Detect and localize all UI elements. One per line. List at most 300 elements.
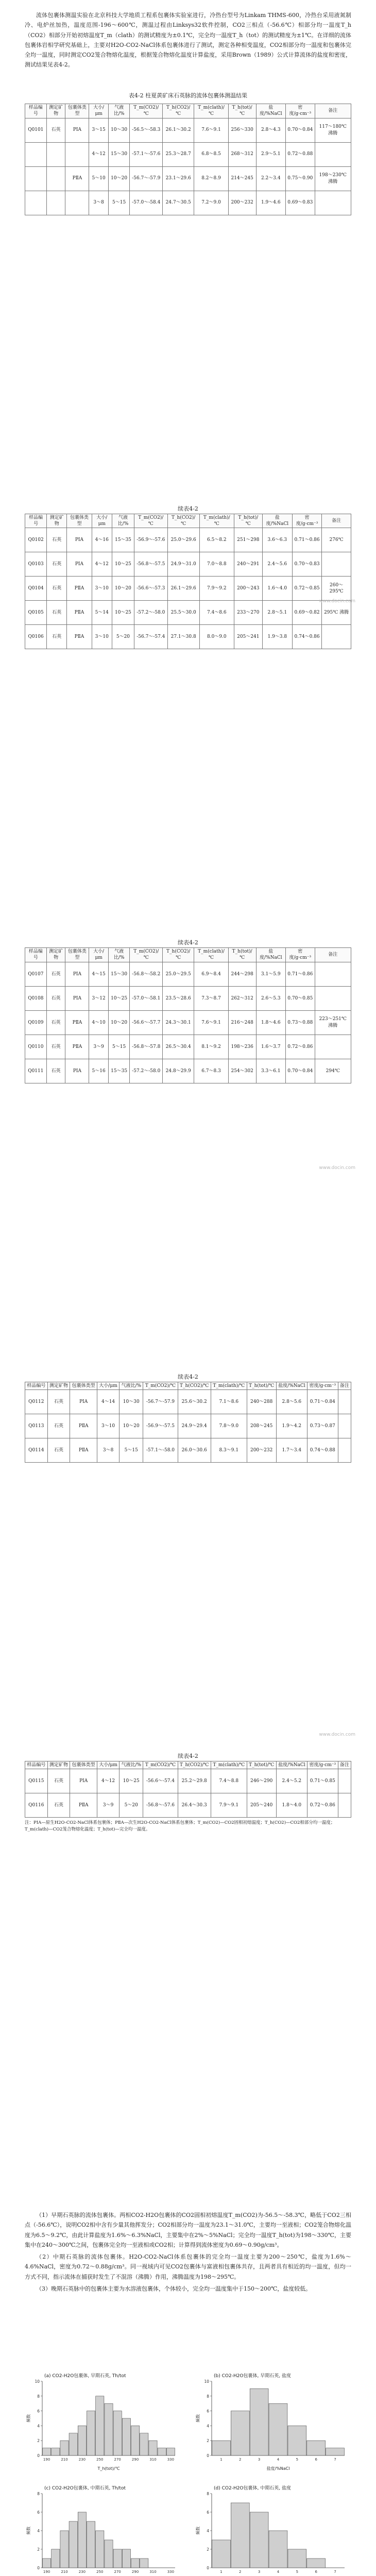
table-cell xyxy=(25,142,47,166)
histogram-bar xyxy=(140,2433,148,2455)
table-cell: 24.8～29.9 xyxy=(163,1059,194,1083)
y-tick-label: 4 xyxy=(207,2424,209,2429)
table-cell: 2.4～5.6 xyxy=(262,552,292,577)
table-cell: 石英 xyxy=(47,1769,70,1793)
table-row xyxy=(25,1438,351,1462)
table-cell: 0.75～0.90 xyxy=(286,166,315,191)
x-tick-label: 330 xyxy=(167,2570,175,2574)
table-cell: 268～312 xyxy=(228,142,256,166)
histogram-bar xyxy=(43,2448,51,2455)
table-cell xyxy=(338,1769,351,1793)
table-cell: PⅠA xyxy=(67,552,92,577)
table-cell: PⅡA xyxy=(65,1010,89,1035)
x-tick-label: 210 xyxy=(61,2458,68,2462)
table-header-cell: 大小/μm xyxy=(97,1382,119,1389)
table-header-cell: T_h(tot)/℃ xyxy=(234,514,263,528)
chart-title: (a) CO2-H2O包裹体, 早期石英, Th/tot xyxy=(44,2374,126,2379)
table-cell: Q0103 xyxy=(25,552,47,577)
table-cell: Q0104 xyxy=(25,577,47,601)
x-tick-label: 4 xyxy=(277,2570,280,2574)
table-cell: 7.2～9.0 xyxy=(194,191,229,215)
table-cell: 26.0～30.6 xyxy=(178,1438,211,1462)
table-header-cell: 样品编号 xyxy=(25,514,47,528)
table-cell: 1.9～3.8 xyxy=(262,625,292,649)
table-cell: 25.0～29.5 xyxy=(163,962,194,986)
table-row xyxy=(25,166,351,191)
table-header-cell: 包裹体类型 xyxy=(70,1761,97,1769)
histogram-bar xyxy=(149,2441,157,2455)
x-tick-label: 1 xyxy=(220,2458,223,2462)
table-header-cell: 备注 xyxy=(338,1382,351,1389)
table-cell: 15～30 xyxy=(108,962,129,986)
histogram-bar xyxy=(60,2441,69,2455)
table-header-cell: T_h(CO2)/℃ xyxy=(163,104,194,118)
table-header-cell: 备注 xyxy=(315,948,351,962)
table-cell: 石英 xyxy=(47,1793,70,1818)
table-cell: 216～248 xyxy=(228,1010,256,1035)
y-tick-label: 6 xyxy=(207,2409,209,2414)
inclusion-table xyxy=(25,104,351,215)
histogram-bar xyxy=(158,2448,166,2455)
table-cell: 0.71～0.86 xyxy=(292,528,321,552)
table-cell: PⅠA xyxy=(65,986,89,1010)
table-cell: 240～288 xyxy=(247,1389,276,1414)
table-cell: 7.1～8.6 xyxy=(211,1389,247,1414)
table-cell: 10～30 xyxy=(108,118,129,142)
table-cell: 2.8～5.6 xyxy=(276,1389,307,1414)
histogram-bar xyxy=(105,2540,113,2568)
histogram-bar xyxy=(288,2549,306,2568)
table-cell xyxy=(315,142,351,166)
table-cell: 3～15 xyxy=(89,118,109,142)
table-cell: 5～14 xyxy=(92,601,112,625)
table-row xyxy=(25,1769,351,1793)
table-cell xyxy=(46,166,65,191)
table-cell: 0.72～0.86 xyxy=(286,1035,315,1059)
table-cell xyxy=(65,142,89,166)
table-header-cell: T_h(tot)/℃ xyxy=(247,1761,276,1769)
table-note: 注：PⅠA—原生H2O-CO2-NaCl体系包裹体；PⅡA—次生H2O-CO2-NaCl体系包裹体；T_m(CO2)—CO2固相初熔温度；T_h(CO2)—CO2相部分均一温度；T_m(clath)—CO2笼合物熔化温度；T_h(tot)—完全均一温度。 xyxy=(25,1820,335,1832)
table-cell: 石英 xyxy=(47,1414,70,1438)
x-tick-label: 3 xyxy=(258,2570,261,2574)
table-cell: 23.5～28.6 xyxy=(163,986,194,1010)
table-cell: 3～8 xyxy=(89,191,109,215)
table-cell: 7.0～8.8 xyxy=(199,552,234,577)
histogram-bar xyxy=(52,2448,60,2455)
table-header-cell: 测定矿物 xyxy=(47,1761,70,1769)
table-cell: -56.8～-57.5 xyxy=(134,552,167,577)
table-cell: 石英 xyxy=(46,1059,65,1083)
table-cell: 214～245 xyxy=(228,166,256,191)
table-cell: 0.70～0.84 xyxy=(286,1059,315,1083)
table-row xyxy=(25,962,351,986)
table-cell: 254～302 xyxy=(228,1059,256,1083)
x-tick-label: 290 xyxy=(131,2570,139,2574)
table-cell: 石英 xyxy=(46,1035,65,1059)
table-cell: 233～270 xyxy=(234,601,263,625)
watermark: www.docin.com xyxy=(319,599,355,604)
table-cell: Q0112 xyxy=(25,1389,48,1414)
histogram-grid xyxy=(25,2370,351,2576)
table-cell: -56.9～-57.6 xyxy=(134,528,167,552)
table-cell: -56.7～-57.9 xyxy=(143,1389,178,1414)
table-header-cell: 密度/g·cm⁻³ xyxy=(307,1761,338,1769)
table-cell: 6.9～8.4 xyxy=(194,962,229,986)
table-cell: 0.69～0.83 xyxy=(286,191,315,215)
table-cell: -57.1～-57.6 xyxy=(130,142,163,166)
table-cell: PⅡA xyxy=(65,166,89,191)
table-cell: 石英 xyxy=(47,1389,70,1414)
table-cell: 15～30 xyxy=(108,142,129,166)
x-tick-label: 310 xyxy=(149,2458,157,2462)
y-tick-label: 8 xyxy=(207,2492,209,2496)
histogram-bar xyxy=(212,2441,231,2455)
table-cell: 27.1～30.8 xyxy=(167,625,199,649)
table-cell: Q0107 xyxy=(25,962,47,986)
table-header-cell: T_m(CO2)/℃ xyxy=(143,1382,178,1389)
histogram-bar xyxy=(105,2403,113,2455)
table-cell: 25.0～29.6 xyxy=(167,528,199,552)
table-header-cell: T_h(CO2)/℃ xyxy=(178,1382,211,1389)
intro-section xyxy=(25,10,351,72)
table-header-cell: T_m(CO2)/℃ xyxy=(130,948,163,962)
table-cell: 石英 xyxy=(47,528,67,552)
y-tick-label: 2 xyxy=(37,2438,40,2444)
table-cell: 10～20 xyxy=(108,166,129,191)
table-cell: 6.5～8.2 xyxy=(199,528,234,552)
table-continuation-title: 续表4-2 xyxy=(178,939,198,946)
x-tick-label: 2 xyxy=(239,2458,242,2462)
table-cell: 石英 xyxy=(47,1438,70,1462)
table-cell: Q0114 xyxy=(25,1438,48,1462)
table-cell: 208～245 xyxy=(247,1414,276,1438)
table-row xyxy=(25,625,351,649)
x-tick-label: 230 xyxy=(78,2458,86,2462)
table-row xyxy=(25,142,351,166)
table-cell: 260～295℃ xyxy=(322,577,351,601)
table-cell: 0.70～0.85 xyxy=(286,986,315,1010)
table-cell xyxy=(46,142,65,166)
table-cell: 10～25 xyxy=(112,552,134,577)
table-cell: 3～9 xyxy=(89,1035,109,1059)
x-axis-label: T_h(tot)/℃ xyxy=(97,2466,120,2471)
histogram-bar xyxy=(60,2531,69,2568)
table-header-cell: T_m(CO2)/℃ xyxy=(134,514,167,528)
histogram-bar xyxy=(52,2549,60,2568)
table-header-cell: 测定矿物 xyxy=(47,514,67,528)
table-cell: 25.3～28.7 xyxy=(163,142,194,166)
table-cell: 198～236 xyxy=(228,1035,256,1059)
table-cell: -56.8～-58.2 xyxy=(130,962,163,986)
table-row xyxy=(25,986,351,1010)
histogram-bar xyxy=(78,2426,86,2455)
table-cell: -57.0～-58.1 xyxy=(130,986,163,1010)
table-header-cell: 样品编号 xyxy=(25,948,47,962)
table-header-cell: 盐度/%NaCl xyxy=(276,1382,307,1389)
x-tick-label: 1 xyxy=(220,2570,223,2574)
x-tick-label: 5 xyxy=(296,2570,299,2574)
table-cell: -56.9～-57.5 xyxy=(143,1414,178,1438)
histogram-bar xyxy=(326,2448,345,2455)
table-cell: 262～312 xyxy=(228,986,256,1010)
table-cell: 5～20 xyxy=(119,1793,143,1818)
table-cell: 5～10 xyxy=(89,166,109,191)
x-tick-label: 250 xyxy=(96,2458,104,2462)
table-cell xyxy=(25,191,47,215)
table-header-cell: 测定矿物 xyxy=(46,948,65,962)
table-cell: 8.2～8.9 xyxy=(194,166,229,191)
table-cell: Q0115 xyxy=(25,1769,48,1793)
table-header-cell: 密度/g·cm⁻³ xyxy=(286,104,315,118)
table-cell: 198～230℃ 沸腾 xyxy=(315,166,351,191)
table-header-cell: 盐度/%NaCl xyxy=(276,1761,307,1769)
histogram-bar xyxy=(87,2521,95,2568)
y-tick-label: 2 xyxy=(37,2547,40,2552)
table-header-cell: 备注 xyxy=(315,104,351,118)
y-tick-label: 0 xyxy=(207,2566,209,2570)
table-header-cell: T_m(CO2)/℃ xyxy=(130,104,163,118)
table-cell: 4～15 xyxy=(89,962,109,986)
histogram-bar xyxy=(122,2549,130,2568)
histogram-chart xyxy=(194,2482,349,2576)
y-axis-label: 频数 xyxy=(196,2527,200,2535)
table-cell: Q0111 xyxy=(25,1059,47,1083)
watermark: www.docin.com xyxy=(319,1165,355,1171)
table-cell: 24.9～29.4 xyxy=(178,1414,211,1438)
table-row xyxy=(25,552,351,577)
x-tick-label: 7 xyxy=(334,2458,336,2462)
table-cell: 0.72～0.88 xyxy=(286,142,315,166)
table-cell: 石英 xyxy=(47,552,67,577)
table-header-cell: 样品编号 xyxy=(25,104,47,118)
table-cell: Q0105 xyxy=(25,601,47,625)
histogram-chart xyxy=(25,2370,179,2473)
histogram-bar xyxy=(113,2549,122,2568)
table-row xyxy=(25,577,351,601)
table-header-cell: 包裹体类型 xyxy=(67,514,92,528)
table-cell xyxy=(315,986,351,1010)
histogram-bar xyxy=(122,2418,130,2455)
table-cell xyxy=(46,191,65,215)
table-header-cell: 测定矿物 xyxy=(47,1382,70,1389)
table-segment xyxy=(25,1751,351,1818)
x-tick-label: 7 xyxy=(334,2570,336,2574)
histogram-bar xyxy=(307,2558,326,2568)
table-cell: 0.72～0.85 xyxy=(292,577,321,601)
table-cell: 8.3～9.1 xyxy=(211,1438,247,1462)
y-tick-label: 6 xyxy=(37,2409,40,2414)
table-cell: 7.3～8.7 xyxy=(194,986,229,1010)
table-cell: -56.7～-57.4 xyxy=(134,625,167,649)
histogram-chart xyxy=(194,2370,349,2473)
table-title: 表4-2 柱夏黄矿床石英脉的流体包裹体测温结果 xyxy=(128,92,248,99)
table-section xyxy=(25,91,351,1835)
table-header-cell: T_h(CO2)/℃ xyxy=(167,514,199,528)
table-cell: 117～180℃ 沸腾 xyxy=(315,118,351,142)
table-cell: 0.73～0.87 xyxy=(307,1414,338,1438)
table-header-cell: 盐度/%NaCl xyxy=(262,514,292,528)
table-cell: 24.7～30.5 xyxy=(163,191,194,215)
table-header-cell: 气液比/% xyxy=(108,948,129,962)
table-cell: 2.2～3.4 xyxy=(256,166,286,191)
table-cell: Q0109 xyxy=(25,1010,47,1035)
table-cell: 25.6～30.2 xyxy=(178,1389,211,1414)
table-cell: Q0113 xyxy=(25,1414,48,1438)
table-segment xyxy=(25,938,351,1083)
histogram-bar xyxy=(140,2558,148,2568)
histogram-bar xyxy=(69,2521,77,2568)
table-cell: 24.3～30.1 xyxy=(163,1010,194,1035)
y-tick-label: 6 xyxy=(37,2510,40,2515)
table-segment xyxy=(25,104,351,215)
table-cell: 205～240 xyxy=(247,1793,276,1818)
table-header-cell: 气液比/% xyxy=(112,514,134,528)
inclusion-table xyxy=(25,947,351,1083)
table-cell: PⅠA xyxy=(65,962,89,986)
table-cell: -56.8～-57.6 xyxy=(143,1793,178,1818)
table-cell: PⅠA xyxy=(65,118,89,142)
table-cell: 5～16 xyxy=(89,1059,109,1083)
table-cell: 石英 xyxy=(46,962,65,986)
table-cell: PⅠA xyxy=(67,528,92,552)
table-cell: 8.1～9.2 xyxy=(194,1035,229,1059)
table-row xyxy=(25,601,351,625)
table-cell: 24.9～31.0 xyxy=(167,552,199,577)
table-cell: 7.6～9.1 xyxy=(194,1010,229,1035)
table-row xyxy=(25,191,351,215)
table-cell: 5～15 xyxy=(119,1438,143,1462)
histogram-bar xyxy=(231,2411,249,2455)
x-tick-label: 310 xyxy=(149,2570,157,2574)
table-cell: Q0116 xyxy=(25,1793,48,1818)
table-cell: 0.74～0.88 xyxy=(307,1438,338,1462)
table-cell: 2.8～4.3 xyxy=(256,118,286,142)
table-header-cell: 包裹体类型 xyxy=(70,1382,97,1389)
table-cell: 3～12 xyxy=(89,986,109,1010)
table-cell xyxy=(315,191,351,215)
table-cell: -56.5～-58.3 xyxy=(130,118,163,142)
table-cell: Q0106 xyxy=(25,625,47,649)
table-cell xyxy=(338,1438,351,1462)
x-tick-label: 210 xyxy=(61,2570,68,2574)
x-tick-label: 2 xyxy=(239,2570,242,2574)
y-tick-label: 8 xyxy=(207,2394,209,2399)
histogram-bar xyxy=(87,2411,95,2455)
table-cell xyxy=(315,962,351,986)
table-cell: 7.9～9.1 xyxy=(211,1793,247,1818)
y-tick-label: 10 xyxy=(35,2379,40,2384)
table-cell: 3.6～6.3 xyxy=(262,528,292,552)
table-cell: 4～12 xyxy=(97,1769,119,1793)
table-cell: 10～25 xyxy=(108,986,129,1010)
table-cell: 1.9～4.6 xyxy=(256,191,286,215)
table-cell: 256～330 xyxy=(228,118,256,142)
chart-title: (b) CO2-H2O包裹体, 早期石英, 盐度 xyxy=(214,2374,291,2379)
table-cell: 3～10 xyxy=(92,625,112,649)
table-cell: -57.0～-58.4 xyxy=(130,191,163,215)
table-cell: 0.71～0.86 xyxy=(286,962,315,986)
histogram-bar xyxy=(250,2512,268,2568)
histogram-bar xyxy=(131,2558,140,2568)
y-tick-label: 4 xyxy=(37,2529,40,2533)
table-cell: 26.4～30.3 xyxy=(178,1793,211,1818)
table-header-cell: T_h(tot)/℃ xyxy=(228,948,256,962)
table-cell: 3～10 xyxy=(92,577,112,601)
table-cell: PⅡA xyxy=(65,1035,89,1059)
table-cell: 1.6～3.7 xyxy=(256,1035,286,1059)
table-segment xyxy=(25,504,351,650)
table-header-cell: 气液比/% xyxy=(108,104,129,118)
table-cell: PⅡA xyxy=(67,601,92,625)
table-cell: 15～35 xyxy=(108,1059,129,1083)
table-cell: 26.1～29.6 xyxy=(167,577,199,601)
table-cell: 1.7～3.4 xyxy=(276,1438,307,1462)
table-cell: 1.8～4.0 xyxy=(276,1793,307,1818)
x-tick-label: 230 xyxy=(78,2570,86,2574)
table-cell: 205～241 xyxy=(234,625,263,649)
x-tick-label: 330 xyxy=(167,2458,175,2462)
histogram-bar xyxy=(96,2396,104,2455)
table-cell: 294℃ xyxy=(315,1059,351,1083)
table-cell: 1.6～4.0 xyxy=(262,577,292,601)
table-continuation-title: 续表4-2 xyxy=(178,1752,198,1759)
y-tick-label: 0 xyxy=(37,2453,40,2458)
results-section xyxy=(25,2210,351,2296)
table-row xyxy=(25,1389,351,1414)
table-cell: 0.74～0.86 xyxy=(292,625,321,649)
table-cell: -57.2～-58.0 xyxy=(130,1059,163,1083)
table-cell: 251～298 xyxy=(234,528,263,552)
table-cell: 3.1～5.9 xyxy=(256,962,286,986)
table-header-cell: T_m(clath)/℃ xyxy=(194,104,229,118)
table-cell: 0.72～0.86 xyxy=(307,1793,338,1818)
y-tick-label: 4 xyxy=(37,2424,40,2429)
table-cell: 石英 xyxy=(47,625,67,649)
x-tick-label: 290 xyxy=(131,2458,139,2462)
table-cell: PⅠA xyxy=(70,1389,97,1414)
table-header-cell: T_m(clath)/℃ xyxy=(211,1382,247,1389)
table-header-cell: T_m(clath)/℃ xyxy=(211,1761,247,1769)
x-tick-label: 5 xyxy=(296,2458,299,2462)
table-cell: 3.3～6.1 xyxy=(256,1059,286,1083)
table-row xyxy=(25,1793,351,1818)
table-cell: 6.7～8.3 xyxy=(194,1059,229,1083)
table-header-cell: 盐度/%NaCl xyxy=(256,948,286,962)
table-segment xyxy=(25,1372,351,1463)
table-header-cell: T_h(tot)/℃ xyxy=(228,104,256,118)
table-header-cell: 气液比/% xyxy=(119,1761,143,1769)
table-header-cell: T_h(CO2)/℃ xyxy=(163,948,194,962)
watermark: www.docin.com xyxy=(319,1732,355,1737)
table-cell: 3～8 xyxy=(97,1438,119,1462)
table-cell: 2.6～5.3 xyxy=(256,986,286,1010)
x-tick-label: 250 xyxy=(96,2570,104,2574)
table-header-cell: 大小/μm xyxy=(92,514,112,528)
result-paragraph-2: （2）中期石英脉的流体包裹体。H2O-CO2-NaCl体系包裹体的完全均一温度主要为200～250℃，盐度为1.6%～4.6%NaCl，密度为0.72～0.88g/cm³。同一视域内可见CO2包裹体与富液相包裹体共存，且两者具有相近的均一温度，但均一方式不同，指示流体在捕获时发生了不混溶（沸腾）作用，沸腾温度为198～295℃。 xyxy=(25,2253,351,2280)
y-tick-label: 2 xyxy=(207,2438,209,2444)
table-cell: PⅡA xyxy=(67,577,92,601)
table-cell xyxy=(25,166,47,191)
histogram-bar xyxy=(231,2503,249,2568)
table-cell: 0.73～0.88 xyxy=(286,1010,315,1035)
table-cell xyxy=(322,552,351,577)
table-cell: PⅡA xyxy=(70,1414,97,1438)
table-cell: 10～25 xyxy=(112,601,134,625)
table-row xyxy=(25,1414,351,1438)
table-cell: 7.4～8.6 xyxy=(199,601,234,625)
figure-section xyxy=(25,2370,351,2576)
table-cell: Q0102 xyxy=(25,528,47,552)
